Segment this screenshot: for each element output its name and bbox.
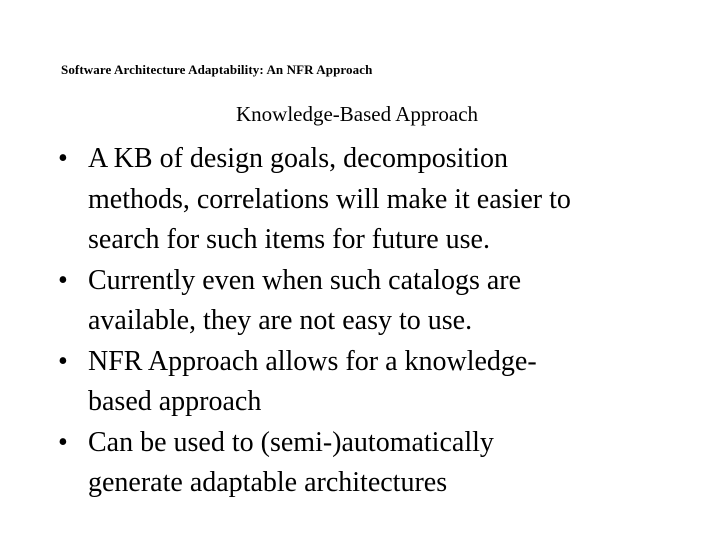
bullet-text <box>88 261 698 342</box>
slide-header: Software Architecture Adaptability: An NFR Approach <box>61 62 373 77</box>
bullet-text <box>88 342 698 423</box>
bullet-marker-icon: • <box>58 345 68 377</box>
bullet-item <box>58 423 698 504</box>
bullet-list <box>58 139 698 504</box>
slide-subtitle: Knowledge-Based Approach <box>236 102 479 126</box>
bullet-marker-icon: • <box>58 143 68 174</box>
bullet-item <box>58 261 698 342</box>
bullet-line: Can be used to (semi-)automatically <box>88 426 494 458</box>
bullet-line: Currently even when such catalogs are <box>88 264 522 296</box>
bullet-text <box>88 423 698 504</box>
bullet-line: NFR Approach allows for a knowledge- <box>88 345 537 377</box>
bullet-line: generate adaptable architectures <box>88 467 448 498</box>
bullet-marker-icon: • <box>58 264 68 296</box>
bullet-item <box>58 139 698 261</box>
bullet-item <box>58 342 698 423</box>
bullet-line: based approach <box>88 386 262 417</box>
bullet-text <box>88 139 698 261</box>
bullet-line: search for such items for future use. <box>88 224 490 255</box>
bullet-marker-icon: • <box>58 426 68 458</box>
bullet-line: methods, correlations will make it easier to <box>88 183 571 215</box>
bullet-line: available, they are not easy to use. <box>88 305 473 336</box>
bullet-line: A KB of design goals, decomposition <box>88 143 508 174</box>
